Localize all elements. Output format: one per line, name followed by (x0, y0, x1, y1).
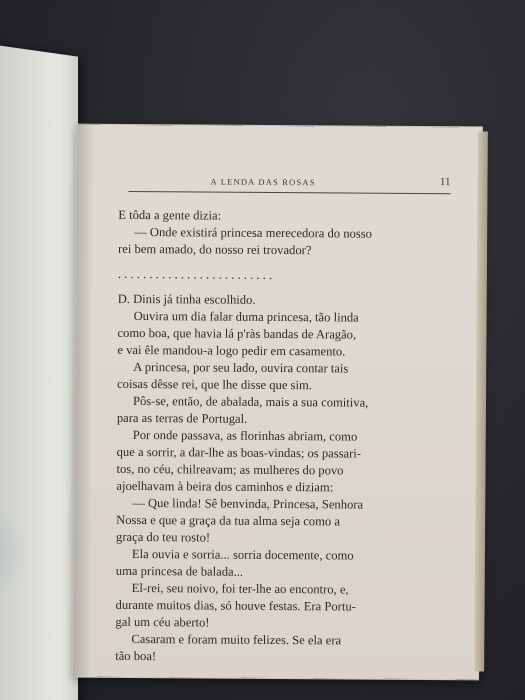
text-line: e vai êle mandou-a logo pedir em casamento. (117, 342, 346, 359)
text-line: rei bem amado, do nosso rei trovador? (118, 241, 312, 258)
text-line: . . . . . . . . . . . . . . . . . . . . . . . . . (117, 266, 273, 282)
text-line: tos, no céu, chilreavam; as mulheres do povo (116, 461, 344, 478)
text-line: como boa, que havia lá p'ràs bandas de Aragão, (117, 325, 357, 342)
book-page (73, 125, 482, 680)
body-text (115, 207, 436, 667)
text-line: graça do teu rosto! (116, 529, 211, 545)
text-line: tão boa! (115, 648, 157, 664)
facing-page-stain (0, 501, 28, 599)
facing-page (0, 40, 78, 700)
text-line: Por onde passava, as florinhas abriam, como (132, 427, 358, 444)
text-line: — Onde existirá princesa merecedora do nosso (134, 224, 373, 241)
running-head (128, 175, 450, 194)
page-edge (474, 131, 488, 671)
text-line: Ouvira um dia falar duma princesa, tão linda (133, 308, 359, 325)
text-line: Pôs-se, então, de abalada, mais a sua comitiva, (132, 393, 369, 410)
text-line: D. Dinis já tinha escolhido. (117, 291, 256, 307)
text-line: Ela ouvia e sorria... sorria docemente, como (131, 546, 354, 563)
gutter-shadow (73, 125, 95, 677)
text-line: coisas dêsse rei, que lhe disse que sim. (117, 376, 312, 393)
text-line: para as terras de Portugal. (116, 410, 248, 426)
text-line: ajoelhavam à beira dos caminhos e diziam: (116, 478, 334, 495)
text-line: que a sorrir, a dar-lhe as boas-vindas; os passari- (116, 444, 362, 461)
running-title: A LENDA DAS ROSAS (210, 176, 316, 188)
text-line: durante muitos dias, só houve festas. Era Portu- (115, 597, 356, 614)
text-line: E tôda a gente dizia: (118, 207, 222, 223)
text-line: uma princesa de balada... (115, 563, 244, 579)
text-line: El-rei, seu noivo, foi ter-lhe ao encontro, e, (131, 580, 349, 597)
text-line: A princesa, por seu lado, ouvira contar tais (133, 359, 349, 376)
page-number: 11 (439, 176, 451, 189)
text-line: Nossa e que a graça da tua alma seja como a (116, 512, 341, 529)
text-line: Casaram e foram muito felizes. Se ela era (131, 631, 342, 648)
text-line: — Que linda! Sê benvinda, Princesa, Senhora (132, 495, 364, 512)
text-line: gal um céu aberto! (115, 614, 210, 630)
